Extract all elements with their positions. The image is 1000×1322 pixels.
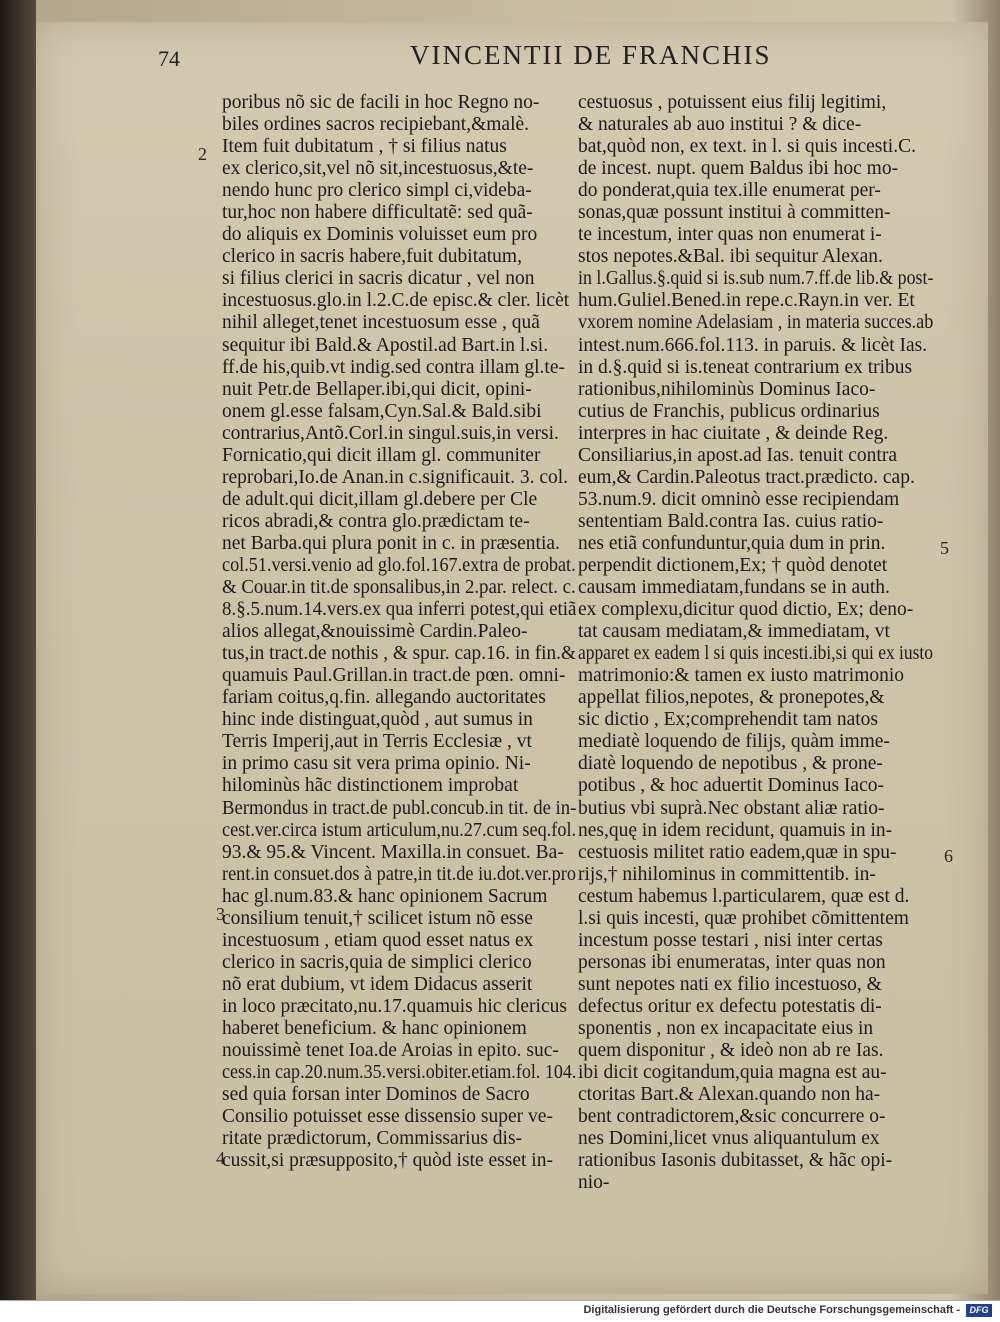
text-line: fariam coitus,q.fin. allegando auctoritates — [222, 687, 546, 709]
text-line: quamuis Paul.Grillan.in tract.de pœn. omni- — [222, 665, 566, 687]
text-line: incestuosus.glo.in l.2.C.de episc.& cler. licèt — [222, 290, 570, 312]
text-line: hac gl.num.83.& hanc opinionem Sacrum — [222, 885, 548, 907]
text-line: eum,& Cardin.Paleotus tract.prædicto. cap. — [578, 466, 915, 488]
text-line: in loco præcitato,nu.17.quamuis hic clericus — [222, 995, 567, 1017]
text-line: haberet beneficium. & hanc opinionem — [222, 1017, 527, 1039]
text-line: Bermondus in tract.de publ.concub.in tit. de in- — [222, 797, 577, 819]
text-line: ex complexu,dicitur quod dictio, Ex; deno- — [578, 599, 914, 621]
text-line: cestuosus , potuissent eius filij legitimi, — [578, 92, 887, 113]
text-line: bat,quòd non, ex text. in l. si quis incesti.C. — [578, 136, 916, 158]
text-line: butius vbi suprà.Nec obstant aliæ ratio- — [578, 797, 885, 819]
text-line: l.si quis incesti, quæ prohibet cõmittentem — [578, 907, 909, 929]
margin-number: 3 — [216, 904, 225, 924]
margin-number: 2 — [198, 144, 207, 164]
text-line: nio- — [578, 1172, 610, 1194]
text-line: sed quia forsan inter Dominos de Sacro — [222, 1084, 530, 1106]
text-line: alios allegat,&nouissimè Cardin.Paleo- — [222, 621, 528, 643]
text-line: incestuosum , etiam quod esset natus ex — [222, 929, 534, 951]
text-line: ibi dicit cogitandum,quia magna est au- — [578, 1062, 887, 1084]
text-line: 93.& 95.& Vincent. Maxilla.in consuet. Ba- — [222, 841, 564, 863]
text-line: tus,in tract.de nothis , & spur. cap.16. in fin.& — [222, 643, 576, 665]
text-line: incestum posse testari , nisi inter certas — [578, 929, 883, 951]
text-line: cess.in cap.20.num.35.versi.obiter.etiam.fol. 104. — [222, 1062, 577, 1084]
text-line: vxorem nomine Adelasiam , in materia succes.ab — [578, 312, 934, 334]
text-line: tat causam mediatam,& immediatam, vt — [578, 621, 890, 643]
text-line: ff.de his,quib.vt indig.sed contra illam gl.te- — [222, 356, 565, 378]
text-line: personas ibi enumeratas, inter quas non — [578, 951, 886, 973]
dfg-logo: DFG — [966, 1304, 992, 1317]
book-gutter — [0, 0, 36, 1300]
text-line: poribus nõ sic de facili in hoc Regno no- — [222, 92, 540, 113]
text-line: diatè loquendo de nepotibus , & prone- — [578, 753, 883, 775]
text-line: rationibus Iasonis dubitasset, & hãc opi- — [578, 1150, 893, 1172]
text-line: perpendit dictionem,Ex; † quòd denotet — [578, 554, 888, 576]
text-line: consilium tenuit,† scilicet istum nõ esse — [222, 907, 533, 929]
running-head: VINCENTII DE FRANCHIS — [410, 40, 772, 70]
text-line: matrimonio:& tamen ex iusto matrimonio — [578, 665, 905, 687]
text-line: Item fuit dubitatum , † si filius natus — [222, 136, 507, 158]
text-line: onem gl.esse falsam,Cyn.Sal.& Bald.sibi — [222, 400, 542, 422]
text-line: do ponderat,quia tex.ille enumerat per- — [578, 180, 881, 202]
text-line: nõ erat dubium, vt idem Didacus asserit — [222, 973, 533, 995]
text-line: & Couar.in tit.de sponsalibus,in 2.par. relect. c. — [222, 577, 576, 599]
text-line: sonas,quæ possunt institui à committen- — [578, 202, 891, 224]
margin-number: 6 — [944, 846, 953, 866]
text-line: cussit,si præsupposito,† quòd iste esset in- — [222, 1150, 553, 1172]
text-line: Consilio potuisset esse dissensio super ve- — [222, 1106, 553, 1128]
text-line: intest.num.666.fol.113. in paruis. & licèt Ias. — [578, 334, 928, 356]
text-line: col.51.versi.venio ad glo.fol.167.extra de probat. — [222, 554, 576, 576]
text-line: do aliquis ex Dominis voluisset eum pro — [222, 224, 538, 246]
text-line: sequitur ibi Bald.& Apostil.ad Bart.in l.si. — [222, 334, 549, 356]
text-line: bent contradictorem,&sic concurrere o- — [578, 1106, 886, 1128]
text-line: in l.Gallus.§.quid si is.sub num.7.ff.de lib.& post- — [578, 268, 934, 290]
text-line: rijs,† nihilominus in committentib. in- — [578, 863, 876, 885]
right-text-column — [578, 92, 933, 1194]
text-line: 8.§.5.num.14.vers.ex qua inferri potest,qui etiã — [222, 599, 577, 621]
text-line: sententiam Bald.contra Ias. cuius ratio- — [578, 510, 884, 532]
text-line: nuit Petr.de Bellaper.ibi,qui dicit, opini- — [222, 378, 532, 400]
text-line: Consiliarius,in apost.ad Ias. tenuit contra — [578, 444, 897, 466]
text-line: hilominùs hãc distinctionem improbat — [222, 775, 519, 797]
text-line: nes etiã confunduntur,quia dum in prin. — [578, 532, 886, 554]
text-line: net Barba.qui plura ponit in c. in præsentia. — [222, 532, 560, 554]
text-line: & naturales ab auo institui ? & dice- — [578, 114, 862, 136]
page-number: 74 — [158, 46, 180, 71]
text-line: si filius clerici in sacris dicatur , vel non — [222, 268, 535, 290]
text-line: interpres in hac ciuitate , & deinde Reg. — [578, 422, 889, 444]
text-line: reprobari,Io.de Anan.in c.significauit. 3. col. — [222, 466, 569, 488]
margin-number: 4 — [216, 1148, 225, 1168]
text-line: rent.in consuet.dos à patre,in tit.de iu.dot.ver.pro — [222, 863, 576, 885]
text-line: in primo casu sit vera prima opinio. Ni- — [222, 753, 531, 775]
text-line: cest.ver.circa istum articulum,nu.27.cum seq.fol. — [222, 819, 577, 841]
text-line: te incestum, inter quas non enumerat i- — [578, 224, 882, 246]
text-line: clerico in sacris,quia de simplici clerico — [222, 951, 532, 973]
text-line: causam immediatam,fundans se in auth. — [578, 577, 890, 599]
text-line: sponentis , non ex incapacitate eius in — [578, 1017, 874, 1039]
text-line: nihil alleget,tenet incestuosum esse , quã — [222, 312, 540, 334]
text-line: de incest. nupt. quem Baldus ibi hoc mo- — [578, 158, 899, 180]
text-line: quem disponitur , & ideò non ab re Ias. — [578, 1040, 884, 1062]
text-line: sunt nepotes nati ex filio incestuoso, & — [578, 973, 882, 995]
text-line: tur,hoc non habere difficultatẽ: sed quã- — [222, 202, 533, 224]
text-line: nes,quę in idem recidunt, quamuis in in- — [578, 819, 893, 841]
text-line: de adult.qui dicit,illam gl.debere per Cle — [222, 488, 538, 510]
text-line: cestuosis militet ratio eadem,quæ in spu- — [578, 841, 897, 863]
left-text-column — [222, 92, 576, 1172]
margin-number: 5 — [940, 538, 949, 558]
text-line: stos nepotes.&Bal. ibi sequitur Alexan. — [578, 246, 883, 268]
text-line: cestum habemus l.particularem, quæ est d. — [578, 885, 910, 907]
text-line: hum.Guliel.Bened.in repe.c.Rayn.in ver. Et — [578, 290, 915, 312]
text-line: nendo hunc pro clerico simpl ci,videba- — [222, 180, 532, 202]
text-line: ctoritas Bart.& Alexan.quando non ha- — [578, 1084, 881, 1106]
text-line: contrarius,Antõ.Corl.in singul.suis,in versi. — [222, 422, 559, 444]
text-line: cutius de Franchis, publicus ordinarius — [578, 400, 880, 422]
text-line: defectus oritur ex defectu potestatis di- — [578, 995, 882, 1017]
text-line: potibus , & hoc aduertit Dominus Iaco- — [578, 775, 884, 797]
text-line: ritate prædictorum, Commissarius dis- — [222, 1128, 523, 1150]
text-line: Terris Imperij,aut in Terris Ecclesiæ , vt — [222, 731, 532, 753]
footer-text: Digitalisierung gefördert durch die Deutsche Forschungsgemeinschaft - — [583, 1304, 960, 1316]
text-line: appellat filios,nepotes, & pronepotes,& — [578, 687, 885, 709]
text-line: hinc inde distinguat,quòd , aut sumus in — [222, 709, 533, 731]
text-line: nouissimè tenet Ioa.de Aroias in epito. suc- — [222, 1040, 559, 1062]
text-line: sic dictio , Ex;comprehendit tam natos — [578, 709, 879, 731]
text-line: Fornicatio,qui dicit illam gl. communiter — [222, 444, 541, 466]
text-line: rationibus,nihilominùs Dominus Iaco- — [578, 378, 876, 400]
text-line: mediatè loquendo de filijs, quàm imme- — [578, 731, 890, 753]
footer-bar — [0, 1300, 1000, 1322]
text-line: clerico in sacris habere,fuit dubitatum, — [222, 246, 522, 268]
text-line: in d.§.quid si is.teneat contrarium ex tribus — [578, 356, 913, 378]
text-line: apparet ex eadem l si quis incesti.ibi,si qui ex iusto — [578, 643, 933, 665]
text-line: nes Domini,licet vnus aliquantulum ex — [578, 1128, 880, 1150]
text-line: ricos abradi,& contra glo.prædictam te- — [222, 510, 530, 532]
text-line: biles ordines sacros recipiebant,&malè. — [222, 114, 530, 136]
text-line: 53.num.9. dicit omninò esse recipiendam — [578, 488, 900, 510]
text-line: ex clerico,sit,vel nõ sit,incestuosus,&te- — [222, 158, 534, 180]
